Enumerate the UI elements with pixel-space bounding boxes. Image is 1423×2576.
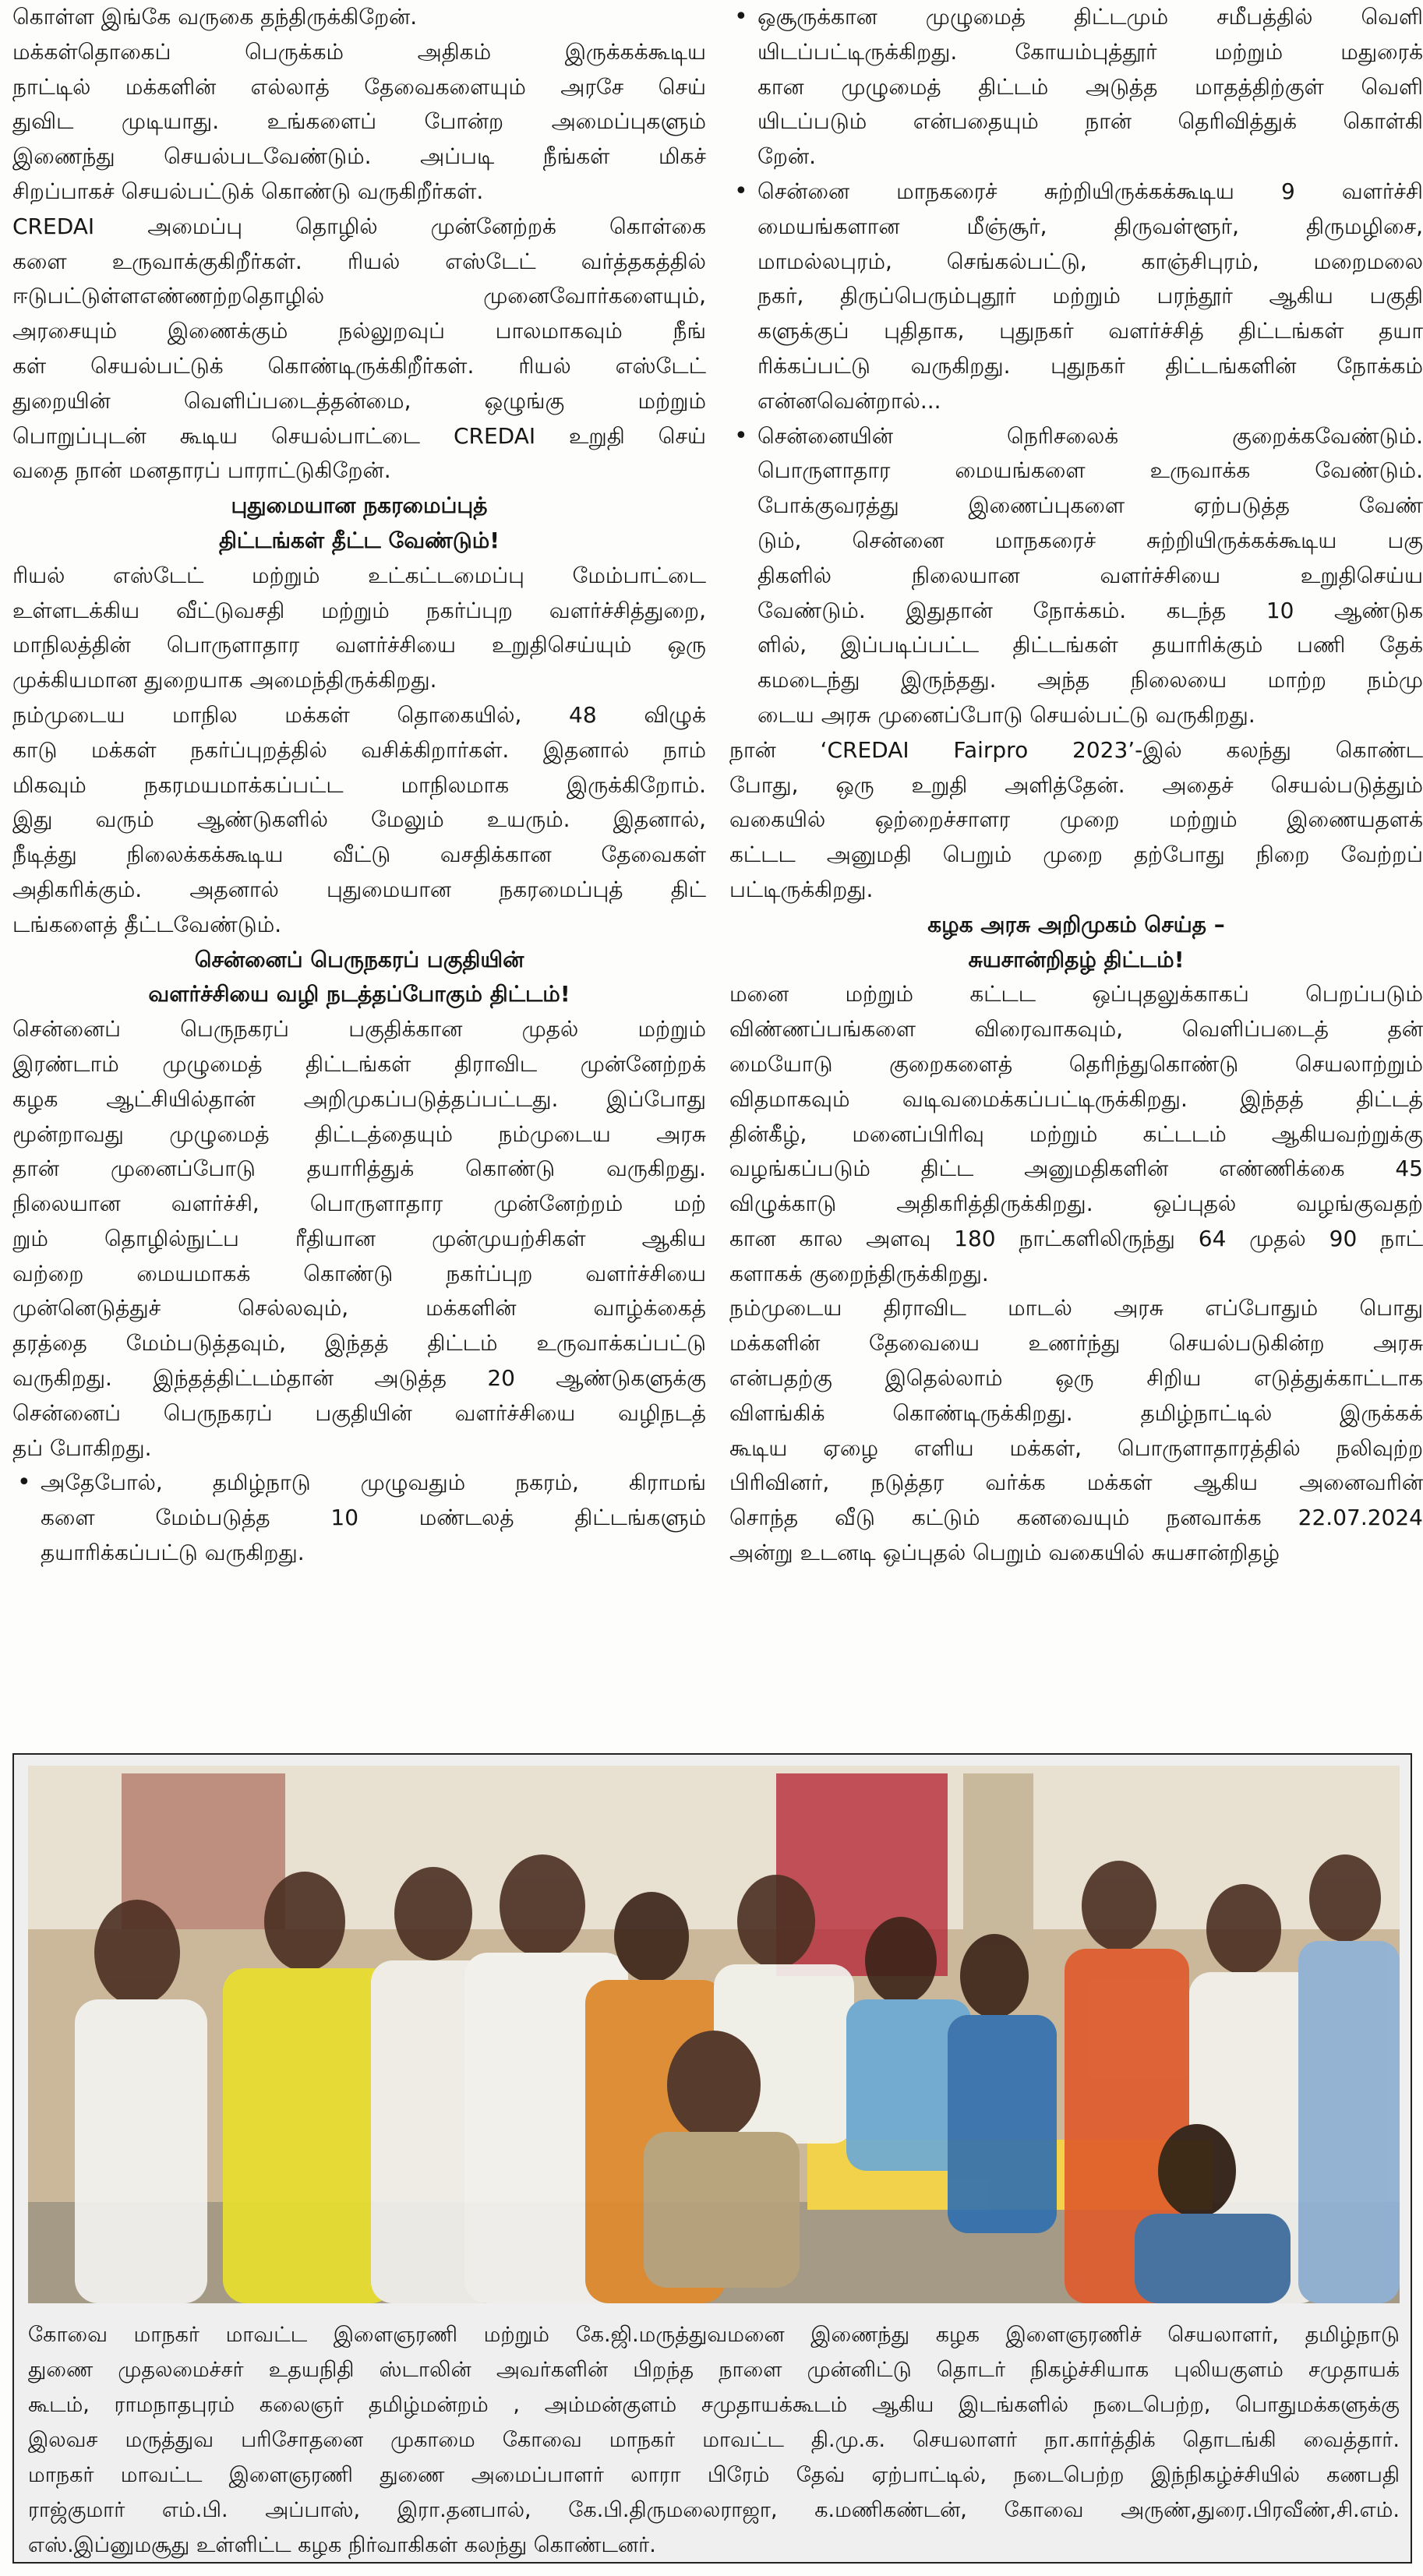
paragraph-line	[12, 698, 706, 733]
paragraph-line	[729, 1361, 1423, 1396]
bullet-text-line	[729, 384, 1423, 419]
bullet-text-line	[729, 314, 1423, 349]
line-text: மாநிலத்தின் பொருளாதார வளர்ச்சியை உறுதிசெய்யும் ஒரு	[12, 632, 706, 658]
line-text: விழுக்காடு அதிகரித்திருக்கிறது. ஒப்புதல் வழங்குவதற்	[729, 1191, 1423, 1217]
line-text: சென்னைப் பெருநகரப் பகுதியின் வளர்ச்சியை வழிநடத்	[12, 1399, 706, 1426]
line-text: போக்குவரத்து இணைப்புகளை ஏற்படுத்த வேண்	[757, 492, 1423, 519]
line-text: வழங்கப்படும் திட்ட அனுமதிகளின் எண்ணிக்கை 45	[729, 1156, 1423, 1182]
bullet-text-line	[729, 594, 1423, 629]
bullet-icon: •	[734, 422, 748, 450]
caption-line: கூடம், ராமநாதபுரம் கலைஞர் தமிழ்மன்றம் , அம்மன்குளம் சமுதாயக்கூடம் ஆகிய இடங்களில் நடைபெற்ற, பொதுமக்களுக்கு	[28, 2393, 1400, 2417]
line-text: நம்முடைய திராவிட மாடல் அரசு எப்போதும் பொது	[729, 1295, 1423, 1322]
bullet-text-line	[729, 245, 1423, 280]
paragraph-line	[12, 1152, 706, 1187]
bullet-text-line	[729, 0, 1423, 35]
paragraph-line	[729, 1152, 1423, 1187]
line-text: வேண்டும். இதுதான் நோக்கம். கடந்த 10 ஆண்டுக	[757, 597, 1423, 623]
paragraph-line	[729, 1466, 1423, 1501]
line-text: மக்கள்தொகைப் பெருக்கம் அதிகம் இருக்கக்கூடிய	[12, 38, 706, 65]
paragraph-line	[729, 1047, 1423, 1082]
line-text: காடு மக்கள் நகர்ப்புறத்தில் வசிக்கிறார்கள். இதனால் நாம்	[12, 736, 706, 763]
line-text: களாகக் குறைந்திருக்கிறது.	[729, 1260, 989, 1286]
paragraph-line	[12, 768, 706, 803]
paragraph-line	[12, 314, 706, 349]
bullet-text-line	[729, 210, 1423, 245]
line-text: ஒசூருக்கான முழுமைத் திட்டமும் சமீபத்தில் வெளி	[757, 4, 1423, 30]
line-text: மாமல்லபுரம், செங்கல்பட்டு, காஞ்சிபுரம், மறைமலை	[757, 248, 1423, 274]
line-text: டும், சென்னை மாநகரைச் சுற்றியிருக்கக்கூடிய பகு	[757, 527, 1423, 553]
line-text: கூடிய ஏழை எளிய மக்கள், பொருளாதாரத்தில் நலிவுற்ற	[729, 1434, 1423, 1461]
paragraph-line	[12, 175, 706, 210]
paragraph-line	[12, 1396, 706, 1431]
section-heading	[729, 943, 1423, 978]
line-text: களுக்குப் புதிதாக, புதுநகர் வளர்ச்சித் திட்டங்கள் தயா	[757, 318, 1423, 344]
photo-block	[12, 1753, 1412, 2564]
caption-line: எஸ்.இப்னுமசூது உள்ளிட்ட கழக நிர்வாகிகள் கலந்து கொண்டனர்.	[28, 2533, 656, 2557]
paragraph-line	[12, 559, 706, 594]
bullet-text-line	[729, 453, 1423, 489]
paragraph-line	[12, 1361, 706, 1396]
section-heading	[12, 489, 706, 524]
paragraph-line	[729, 1257, 1423, 1292]
line-text: றேன்.	[757, 143, 816, 170]
line-text: கொள்ள இங்கே வருகை தந்திருக்கிறேன்.	[12, 4, 418, 30]
line-text: களை மேம்படுத்த 10 மண்டலத் திட்டங்களும்	[41, 1505, 706, 1531]
line-text: மையோடு குறைகளைத் தெரிந்துகொண்டு செயலாற்றும்	[729, 1050, 1423, 1077]
line-text: திட்டங்கள் தீட்ட வேண்டும்!	[218, 527, 500, 553]
line-text: வளர்ச்சியை வழி நடத்தப்போகும் திட்டம்!	[148, 981, 570, 1007]
article-column-right	[729, 0, 1423, 1571]
caption-line: இலவச மருத்துவ பரிசோதனை முகாமை கோவை மாநகர் மாவட்ட தி.மு.க. செயலாளர் நா.கார்த்திக் தொடங்கி வைத்தார்.	[28, 2428, 1400, 2452]
line-text: துவிட முடியாது. உங்களைப் போன்ற அமைப்புகளும்	[12, 108, 706, 135]
paragraph-line	[729, 977, 1423, 1012]
paragraph-line	[12, 279, 706, 314]
line-text: இது வரும் ஆண்டுகளில் மேலும் உயரும். இதனால்,	[12, 806, 706, 833]
paragraph-line	[12, 35, 706, 70]
paragraph-line	[12, 245, 706, 280]
article-column-left	[12, 0, 706, 1571]
line-text: சென்னையின் நெரிசலைக் குறைக்கவேண்டும்.	[757, 422, 1423, 449]
line-text: நகர், திருப்பெரும்புதூர் மற்றும் பரந்தூர் ஆகிய பகுதி	[757, 283, 1423, 309]
section-heading	[729, 908, 1423, 943]
line-text: அன்று உடனடி ஒப்புதல் பெறும் வகையில் சுயசான்றிதழ்	[729, 1540, 1280, 1566]
line-text: வதை நான் மனதாரப் பாராட்டுகிறேன்.	[12, 457, 391, 484]
paragraph-line	[729, 1117, 1423, 1152]
line-text: வருகிறது. இந்தத்திட்டம்தான் அடுத்த 20 ஆண்டுகளுக்கு	[12, 1365, 706, 1392]
line-text: மையங்களான மீஞ்சூர், திருவள்ளூர், திருமழிசை,	[757, 213, 1423, 239]
paragraph-line	[729, 1012, 1423, 1047]
paragraph-line	[12, 733, 706, 768]
paragraph-line	[12, 70, 706, 105]
line-text: யிடப்பட்டிருக்கிறது. கோயம்புத்தூர் மற்றும் மதுரைக்	[757, 38, 1423, 65]
paragraph-line	[729, 1536, 1423, 1571]
line-text: கான முழுமைத் திட்டம் அடுத்த மாதத்திற்குள் வெளி	[757, 73, 1423, 100]
paragraph-line	[12, 453, 706, 489]
line-text: தான் முனைப்போடு தயாரித்துக் கொண்டு வருகிறது.	[12, 1156, 706, 1182]
line-text: முக்கியமான துறையாக அமைந்திருக்கிறது.	[12, 667, 437, 693]
paragraph-line	[729, 1187, 1423, 1222]
bullet-text-line	[729, 524, 1423, 559]
line-text: நம்முடைய மாநில மக்கள் தொகையில், 48 விழுக்	[12, 701, 706, 728]
line-text: மிகவும் நகரமயமாக்கப்பட்ட மாநிலமாக இருக்கிறோம்.	[12, 771, 706, 798]
paragraph-line	[729, 1222, 1423, 1257]
paragraph-line	[12, 419, 706, 454]
bullet-text-line	[729, 349, 1423, 384]
line-text: விளங்கிக் கொண்டிருக்கிறது. தமிழ்நாட்டில் இருக்கக்	[729, 1399, 1423, 1426]
line-text: உள்ளடக்கிய வீட்டுவசதி மற்றும் நகர்ப்புற வளர்ச்சித்துறை,	[12, 597, 706, 623]
line-text: நீடித்து நிலைக்கக்கூடிய வீட்டு வசதிக்கான தேவைகள்	[12, 842, 706, 868]
line-text: இணைந்து செயல்படவேண்டும். அப்படி நீங்கள் மிகச்	[12, 143, 706, 170]
line-text: நாட்டில் மக்களின் எல்லாத் தேவைகளையும் அரசே செய்	[12, 73, 706, 100]
line-text: என்னவென்றால்...	[757, 387, 941, 414]
line-text: CREDAI அமைப்பு தொழில் முன்னேற்றக் கொள்கை	[12, 213, 706, 239]
paragraph-line	[12, 1431, 706, 1466]
paragraph-line	[12, 1117, 706, 1152]
paragraph-line	[12, 838, 706, 873]
line-text: சுயசான்றிதழ் திட்டம்!	[968, 946, 1185, 972]
event-photo	[28, 1766, 1400, 2303]
bullet-text-line	[729, 70, 1423, 105]
bullet-icon: •	[17, 1469, 31, 1497]
line-text: சொந்த வீடு கட்டும் கனவையும் நனவாக்க 22.07.2024	[729, 1505, 1423, 1531]
line-text: துறையின் வெளிப்படைத்தன்மை, ஒழுங்கு மற்றும்	[12, 387, 706, 414]
paragraph-line	[729, 803, 1423, 838]
bullet-text-line	[729, 489, 1423, 524]
line-text: வற்றை மையமாகக் கொண்டு நகர்ப்புற வளர்ச்சியை	[12, 1260, 706, 1286]
paragraph-line	[12, 1222, 706, 1257]
paragraph-line	[729, 1291, 1423, 1326]
line-text: கழக அரசு அறிமுகம் செய்த –	[927, 911, 1225, 937]
line-text: கழக ஆட்சியில்தான் அறிமுகப்படுத்தப்பட்டது. இப்போது	[12, 1085, 706, 1112]
paragraph-line	[12, 1257, 706, 1292]
line-text: நிலையான வளர்ச்சி, பொருளாதார முன்னேற்றம் மற்	[12, 1191, 706, 1217]
paragraph-line	[729, 1501, 1423, 1536]
bullet-text-line	[729, 698, 1423, 733]
bullet-text-line	[729, 628, 1423, 663]
line-text: என்பதற்கு இதெல்லாம் ஒரு சிறிய எடுத்துக்காட்டாக	[729, 1365, 1423, 1392]
bullet-text-line	[12, 1536, 706, 1571]
line-text: அதிகரிக்கும். அதனால் புதுமையான நகரமைப்புத் திட்	[12, 876, 706, 902]
paragraph-line	[12, 908, 706, 943]
line-text: மனை மற்றும் கட்டட ஒப்புதலுக்காகப் பெறப்படும்	[729, 981, 1423, 1007]
line-text: நான் ‘CREDAI Fairpro 2023’-இல் கலந்து கொண்ட	[729, 736, 1423, 763]
line-text: போது, ஒரு உறுதி அளித்தேன். அதைச் செயல்படுத்தும்	[729, 771, 1423, 798]
paragraph-line	[12, 628, 706, 663]
bullet-text-line	[729, 104, 1423, 139]
paragraph-line	[12, 104, 706, 139]
line-text: ரியல் எஸ்டேட் மற்றும் உட்கட்டமைப்பு மேம்பாட்டை	[12, 562, 706, 588]
line-text: பொறுப்புடன் கூடிய செயல்பாட்டை CREDAI உறுதி செய்	[12, 422, 706, 449]
line-text: தப் போகிறது.	[12, 1434, 152, 1461]
line-text: மூன்றாவது முழுமைத் திட்டத்தையும் நம்முடைய அரசு	[12, 1120, 706, 1147]
line-text: பிரிவினர், நடுத்தர வர்க்க மக்கள் ஆகிய அனைவரின்	[729, 1470, 1423, 1496]
caption-line: மாநகர் மாவட்ட இளைஞரணி துணை அமைப்பாளர் லாரா பிரேம் தேவ் ஏற்பாட்டில், நடைபெற்ற இந்நிகழ்ச்சியில் கணபதி	[28, 2463, 1400, 2487]
line-text: மக்களின் தேவையை உணர்ந்து செயல்படுகின்ற அரசு	[729, 1330, 1423, 1357]
line-text: தின்கீழ், மனைப்பிரிவு மற்றும் கட்டடம் ஆகியவற்றுக்கு	[729, 1120, 1423, 1147]
section-heading	[12, 943, 706, 978]
caption-line: கோவை மாநகர் மாவட்ட இளைஞரணி மற்றும் கே.ஜி.மருத்துவமனை இணைந்து கழக இளைஞரணிச் செயலாளர், தமிழ்நாடு	[28, 2323, 1400, 2347]
paragraph-line	[12, 0, 706, 35]
line-text: கான கால அளவு 180 நாட்களிலிருந்து 64 முதல் 90 நாட்	[729, 1225, 1423, 1251]
paragraph-line	[12, 1082, 706, 1117]
paragraph-line	[729, 1396, 1423, 1431]
line-text: முன்னெடுத்துச் செல்லவும், மக்களின் வாழ்க்கைத்	[12, 1295, 706, 1322]
paragraph-line	[12, 594, 706, 629]
bullet-icon: •	[734, 3, 748, 30]
bullet-text-line	[12, 1466, 706, 1501]
line-text: சென்னை மாநகரைச் சுற்றியிருக்கக்கூடிய 9 வளர்ச்சி	[757, 178, 1423, 204]
bullet-icon: •	[734, 177, 748, 205]
paragraph-line	[12, 803, 706, 838]
paragraph-line	[12, 1047, 706, 1082]
line-text: பட்டிருக்கிறது.	[729, 876, 874, 902]
line-text: சென்னைப் பெருநகரப் பகுதியின்	[194, 946, 524, 972]
paragraph-line	[729, 838, 1423, 873]
line-text: சென்னைப் பெருநகரப் பகுதிக்கான முதல் மற்றும்	[12, 1016, 706, 1043]
line-text: விண்ணப்பங்களை விரைவாகவும், வெளிப்படைத் தன்	[729, 1016, 1423, 1043]
paragraph-line	[729, 1326, 1423, 1361]
bullet-text-line	[729, 139, 1423, 175]
line-text: களை உருவாக்குகிறீர்கள். ரியல் எஸ்டேட் வர்த்தகத்தில்	[12, 248, 706, 274]
line-text: சிறப்பாகச் செயல்பட்டுக் கொண்டு வருகிறீர்கள்.	[12, 178, 484, 204]
paragraph-line	[12, 384, 706, 419]
paragraph-line	[729, 1431, 1423, 1466]
paragraph-line	[12, 349, 706, 384]
bullet-text-line	[729, 663, 1423, 698]
line-text: தயாரிக்கப்பட்டு வருகிறது.	[41, 1540, 305, 1566]
paragraph-line	[12, 663, 706, 698]
line-text: பொருளாதார மையங்களை உருவாக்க வேண்டும்.	[757, 457, 1423, 484]
line-text: புதுமையான நகரமைப்புத்	[231, 492, 488, 519]
section-heading	[12, 977, 706, 1012]
line-text: கமடைந்து இருந்தது. அந்த நிலையை மாற்ற நம்மு	[757, 667, 1423, 693]
paragraph-line	[729, 873, 1423, 908]
line-text: விதமாகவும் வடிவமைக்கப்பட்டிருக்கிறது. இந்தத் திட்டத்	[729, 1085, 1423, 1112]
line-text: வகையில் ஒற்றைச்சாளர முறை மற்றும் இணையதளக்	[729, 806, 1423, 833]
line-text: கட்டட அனுமதி பெறும் முறை தற்போது நிறை வேற்றப்	[729, 842, 1423, 868]
line-text: இரண்டாம் முழுமைத் திட்டங்கள் திராவிட முன்னேற்றக்	[12, 1050, 706, 1077]
paragraph-line	[12, 139, 706, 175]
line-text: தரத்தை மேம்படுத்தவும், இந்தத் திட்டம் உருவாக்கப்பட்டு	[12, 1330, 706, 1357]
bullet-text-line	[729, 175, 1423, 210]
line-text: ஈடுபட்டுள்ளஎண்ணற்றதொழில் முனைவோர்களையும்,	[12, 283, 706, 309]
line-text: டைய அரசு முனைப்போடு செயல்பட்டு வருகிறது.	[757, 701, 1255, 728]
caption-line: துணை முதலமைச்சர் உதயநிதி ஸ்டாலின் அவர்களின் பிறந்த நாளை முன்னிட்டு தொடர் நிகழ்ச்சியாக புலியகுளம் சமுதாயக்	[28, 2358, 1400, 2382]
line-text: ரிக்கப்பட்டு வருகிறது. புதுநகர் திட்டங்களின் நோக்கம்	[757, 352, 1423, 379]
section-heading	[12, 524, 706, 559]
line-text: அதேபோல், தமிழ்நாடு முழுவதும் நகரம், கிராமங்	[41, 1470, 706, 1496]
paragraph-line	[12, 873, 706, 908]
line-text: ளில், இப்படிப்பட்ட திட்டங்கள் தயாரிக்கும் பணி தேக்	[757, 632, 1423, 658]
bullet-text-line	[729, 559, 1423, 594]
bullet-text-line	[729, 279, 1423, 314]
paragraph-line	[12, 1326, 706, 1361]
paragraph-line	[729, 768, 1423, 803]
line-text: றும் தொழில்நுட்ப ரீதியான முன்முயற்சிகள் ஆகிய	[12, 1225, 706, 1251]
paragraph-line	[12, 1291, 706, 1326]
bullet-text-line	[729, 35, 1423, 70]
line-text: அரசையும் இணைக்கும் நல்லுறவுப் பாலமாகவும் நீங்	[12, 318, 706, 344]
line-text: டங்களைத் தீட்டவேண்டும்.	[12, 911, 282, 937]
paragraph-line	[12, 210, 706, 245]
photo-caption	[28, 2317, 1400, 2563]
line-text: கள் செயல்பட்டுக் கொண்டிருக்கிறீர்கள். ரியல் எஸ்டேட்	[12, 352, 706, 379]
line-text: திகளில் நிலையான வளர்ச்சியை உறுதிசெய்ய	[757, 562, 1423, 588]
paragraph-line	[729, 733, 1423, 768]
paragraph-line	[12, 1187, 706, 1222]
paragraph-line	[12, 1012, 706, 1047]
line-text: யிடப்படும் என்பதையும் நான் தெரிவித்துக் கொள்கி	[757, 108, 1423, 135]
paragraph-line	[729, 1082, 1423, 1117]
caption-line: ராஜ்குமார் எம்.பி. அப்பாஸ், இரா.தனபால், கே.பி.திருமலைராஜா, க.மணிகண்டன், கோவை அருண்,துரை.பிரவீண்,சி.எம்.	[28, 2498, 1400, 2522]
bullet-text-line	[12, 1501, 706, 1536]
bullet-text-line	[729, 419, 1423, 454]
